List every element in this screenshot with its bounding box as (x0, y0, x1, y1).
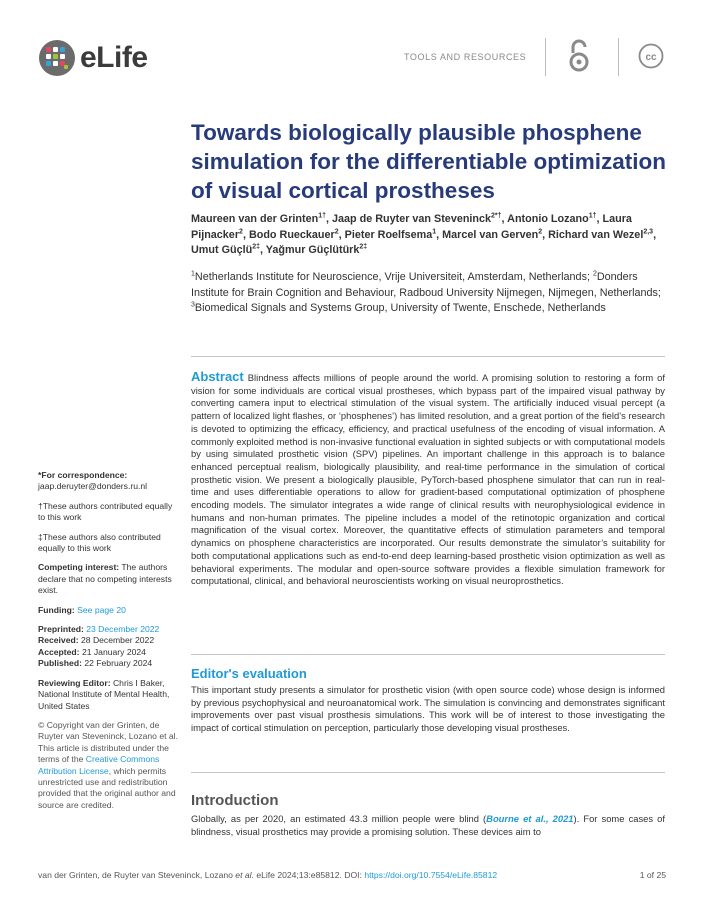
author-name[interactable]: Antonio Lozano (507, 213, 589, 225)
preprinted-label: Preprinted: (38, 624, 84, 635)
affiliation-text: Netherlands Institute for Neuroscience, Vrije Universiteit, Amsterdam, Netherlands; (194, 271, 590, 283)
page-number: 1 of 25 (639, 870, 666, 880)
affiliation-marker: 2‡ (359, 243, 368, 251)
section-tag: TOOLS AND RESOURCES (404, 52, 527, 62)
copyright-notice: © Copyright van der Grinten, de Ruyter van Steveninck, Lozano et al. This article is distributed under the terms of the Creative Commons Attribution License, which permits unrestricted use and redistribution provided that the original author and source are credited. (38, 719, 178, 810)
citation-link[interactable]: Bourne et al., 2021 (486, 813, 574, 824)
competing-interest-label: Competing interest: (38, 562, 120, 573)
divider (191, 654, 665, 655)
affiliation-list (191, 270, 671, 317)
doi-link[interactable]: https://doi.org/10.7554/eLife.85812 (364, 870, 498, 880)
author-name[interactable]: Maureen van der Grinten (191, 213, 319, 225)
elife-logo[interactable] (38, 38, 168, 78)
reviewing-editor-label: Reviewing Editor: (38, 677, 111, 688)
license-link[interactable]: Creative Commons Attribution License (38, 754, 160, 776)
affiliation-number: 1 (191, 270, 195, 278)
affiliation-marker: 1 (432, 228, 437, 235)
editors-evaluation-text: This important study presents a simulator for prosthetic vision (with open source code) whose design is informed by previous psychophysical and neuroanatomical work. The simulation is convincing and demonstrates significant improvements over past visual prosthesis simulations. This work will be of interest to those investigating the impact of cortical stimulation on perception, particularly those developing visual prostheses. (191, 684, 665, 734)
funding-label: Funding: (38, 604, 75, 615)
creative-commons-icon[interactable] (638, 43, 664, 69)
svg-text:cc: cc (645, 52, 657, 63)
divider (191, 356, 665, 357)
affiliation-text: Donders Institute for Brain Cognition and Behaviour, Radboud University Nijmegen, Nijmegen, Netherlands; (191, 271, 661, 299)
open-access-icon[interactable] (566, 38, 592, 74)
competing-interest-text: The authors declare that no competing interests exist. (38, 562, 172, 596)
published-label: Published: (38, 658, 82, 669)
affiliation-marker: 1† (318, 212, 326, 220)
affiliation-marker: 2‡ (252, 243, 260, 251)
article-info-sidebar (38, 470, 178, 819)
correspondence-label: *For correspondence: (38, 470, 128, 480)
affiliation-number: 2 (592, 270, 597, 278)
funding-link[interactable]: See page 20 (77, 604, 126, 615)
published-date: 22 February 2024 (84, 658, 153, 669)
equal-contribution-note: ‡These authors also contributed equally to this work (38, 531, 161, 554)
affiliation-text: Biomedical Signals and Systems Group, University of Twente, Enschede, Netherlands (194, 302, 606, 315)
introduction-text: Globally, as per 2020, an estimated 43.3 million people were blind (Bourne et al., 2021). For some cases of blindness, visual prosthetics may provide a promising solution. These devices aim to (191, 813, 665, 837)
author-name[interactable]: Pieter Roelfsema (344, 228, 433, 241)
author-name[interactable]: Umut Güçlü (191, 244, 253, 257)
received-label: Received: (38, 635, 79, 646)
divider (545, 38, 546, 76)
author-list: Maureen van der Grinten$^{1\dagger}$, Jaap de Ruyter van Steveninck$^{2*\dagger}$, Antonio Lozano$^{1\dagger}$, Laura Pijnacker$^2$, Bodo Rueckauer$^2$, Pieter Roelfsema$^1$, Marcel van Gerven$^2$, Richard van Wezel$^{2,3}$, Umut Güçlü$^{2\ddagger}$, Yağmur Güçlütürk$^{2\ddagger}$ (191, 212, 657, 257)
article-title: Towards biologically plausible phosphene simulation for the differentiable optimization of visual cortical prostheses (191, 120, 667, 203)
author-name[interactable]: Bodo Rueckauer (248, 228, 335, 241)
author-name[interactable]: Richard van Wezel (548, 228, 644, 241)
divider (618, 38, 619, 76)
abstract-heading: Abstract (191, 369, 244, 384)
abstract-text: Blindness affects millions of people around the world. A promising solution to restoring a form of vision for some individuals are cortical visual prostheses, which bypass part of the impaired visual pathway by converting camera input to electrical stimulation of the visual system. The artificially induced visual percept (a pattern of localized light flashes, or ‘phosphenes’) has limited resolution, and a great portion of the field’s research is devoted to optimizing the efficacy, efficiency, and practical usefulness of the encoding of visual information. A commonly exploited method is non-invasive functional evaluation in sighted subjects or with computational models by using simulated prosthetic vision (SPV) pipelines. An important challenge in this approach is to balance enhanced perceptual realism, biologically plausibility, and real-time performance in the simulation of cortical prosthetic vision. We present a biologically plausible, PyTorch-based phosphene simulator that can run in real-time and uses differentiable operations to allow for gradient-based computational optimization of phosphene encoding models. The simulator integrates a wide range of clinical results with neurophysiological evidence in humans and non-human primates. The pipeline includes a model of the retinotopic organization and cortical magnification of the visual cortex. Moreover, the quantitative effects of stimulation parameters and temporal dynamics on phosphene characteristics are incorporated. Our results demonstrate the simulator’s suitability for both computational applications such as end-to-end deep learning-based prosthetic vision optimization as well as behavioral experiments. The modular and open-source software provides a flexible simulation framework for computational, clinical, and behavioral neuroscientists working on visual neuroprosthetics. (191, 372, 665, 587)
affiliation-marker: 2 (334, 228, 339, 235)
accepted-label: Accepted: (38, 646, 80, 657)
affiliation-marker: 2 (239, 228, 243, 235)
editors-evaluation-heading: Editor's evaluation (191, 666, 307, 681)
correspondence-email[interactable]: jaap.deruyter@donders.ru.nl (38, 481, 148, 492)
affiliation-marker: 2*† (491, 212, 502, 220)
divider (191, 772, 665, 773)
author-name[interactable]: Yağmur Güçlütürk (265, 244, 360, 257)
affiliation-marker: 2 (538, 228, 543, 235)
author-name[interactable]: Marcel van Gerven (442, 228, 539, 241)
author-name[interactable]: Jaap de Ruyter van Steveninck (332, 213, 492, 225)
author-name[interactable]: Laura Pijnacker (191, 213, 632, 241)
introduction-heading: Introduction (191, 792, 279, 809)
elife-logo-text: eLife (80, 41, 148, 74)
affiliation-number: 3 (191, 301, 195, 309)
equal-contribution-note: †These authors contributed equally to this work (38, 500, 173, 523)
elife-logo-icon (38, 39, 76, 77)
accepted-date: 21 January 2024 (81, 646, 146, 657)
preprinted-link[interactable]: 23 December 2022 (86, 624, 160, 635)
received-date: 28 December 2022 (81, 635, 155, 646)
reviewing-editor-name: Chris I Baker, National Institute of Mental Health, United States (38, 677, 170, 711)
affiliation-marker: 2,3 (643, 228, 654, 235)
affiliation-marker: 1† (588, 212, 597, 220)
abstract (191, 371, 665, 588)
page-footer: van der Grinten, de Ruyter van Steveninck, Lozano et al. eLife 2024;13:e85812. DOI: https://doi.org/10.7554/eLife.85812 (38, 870, 498, 880)
